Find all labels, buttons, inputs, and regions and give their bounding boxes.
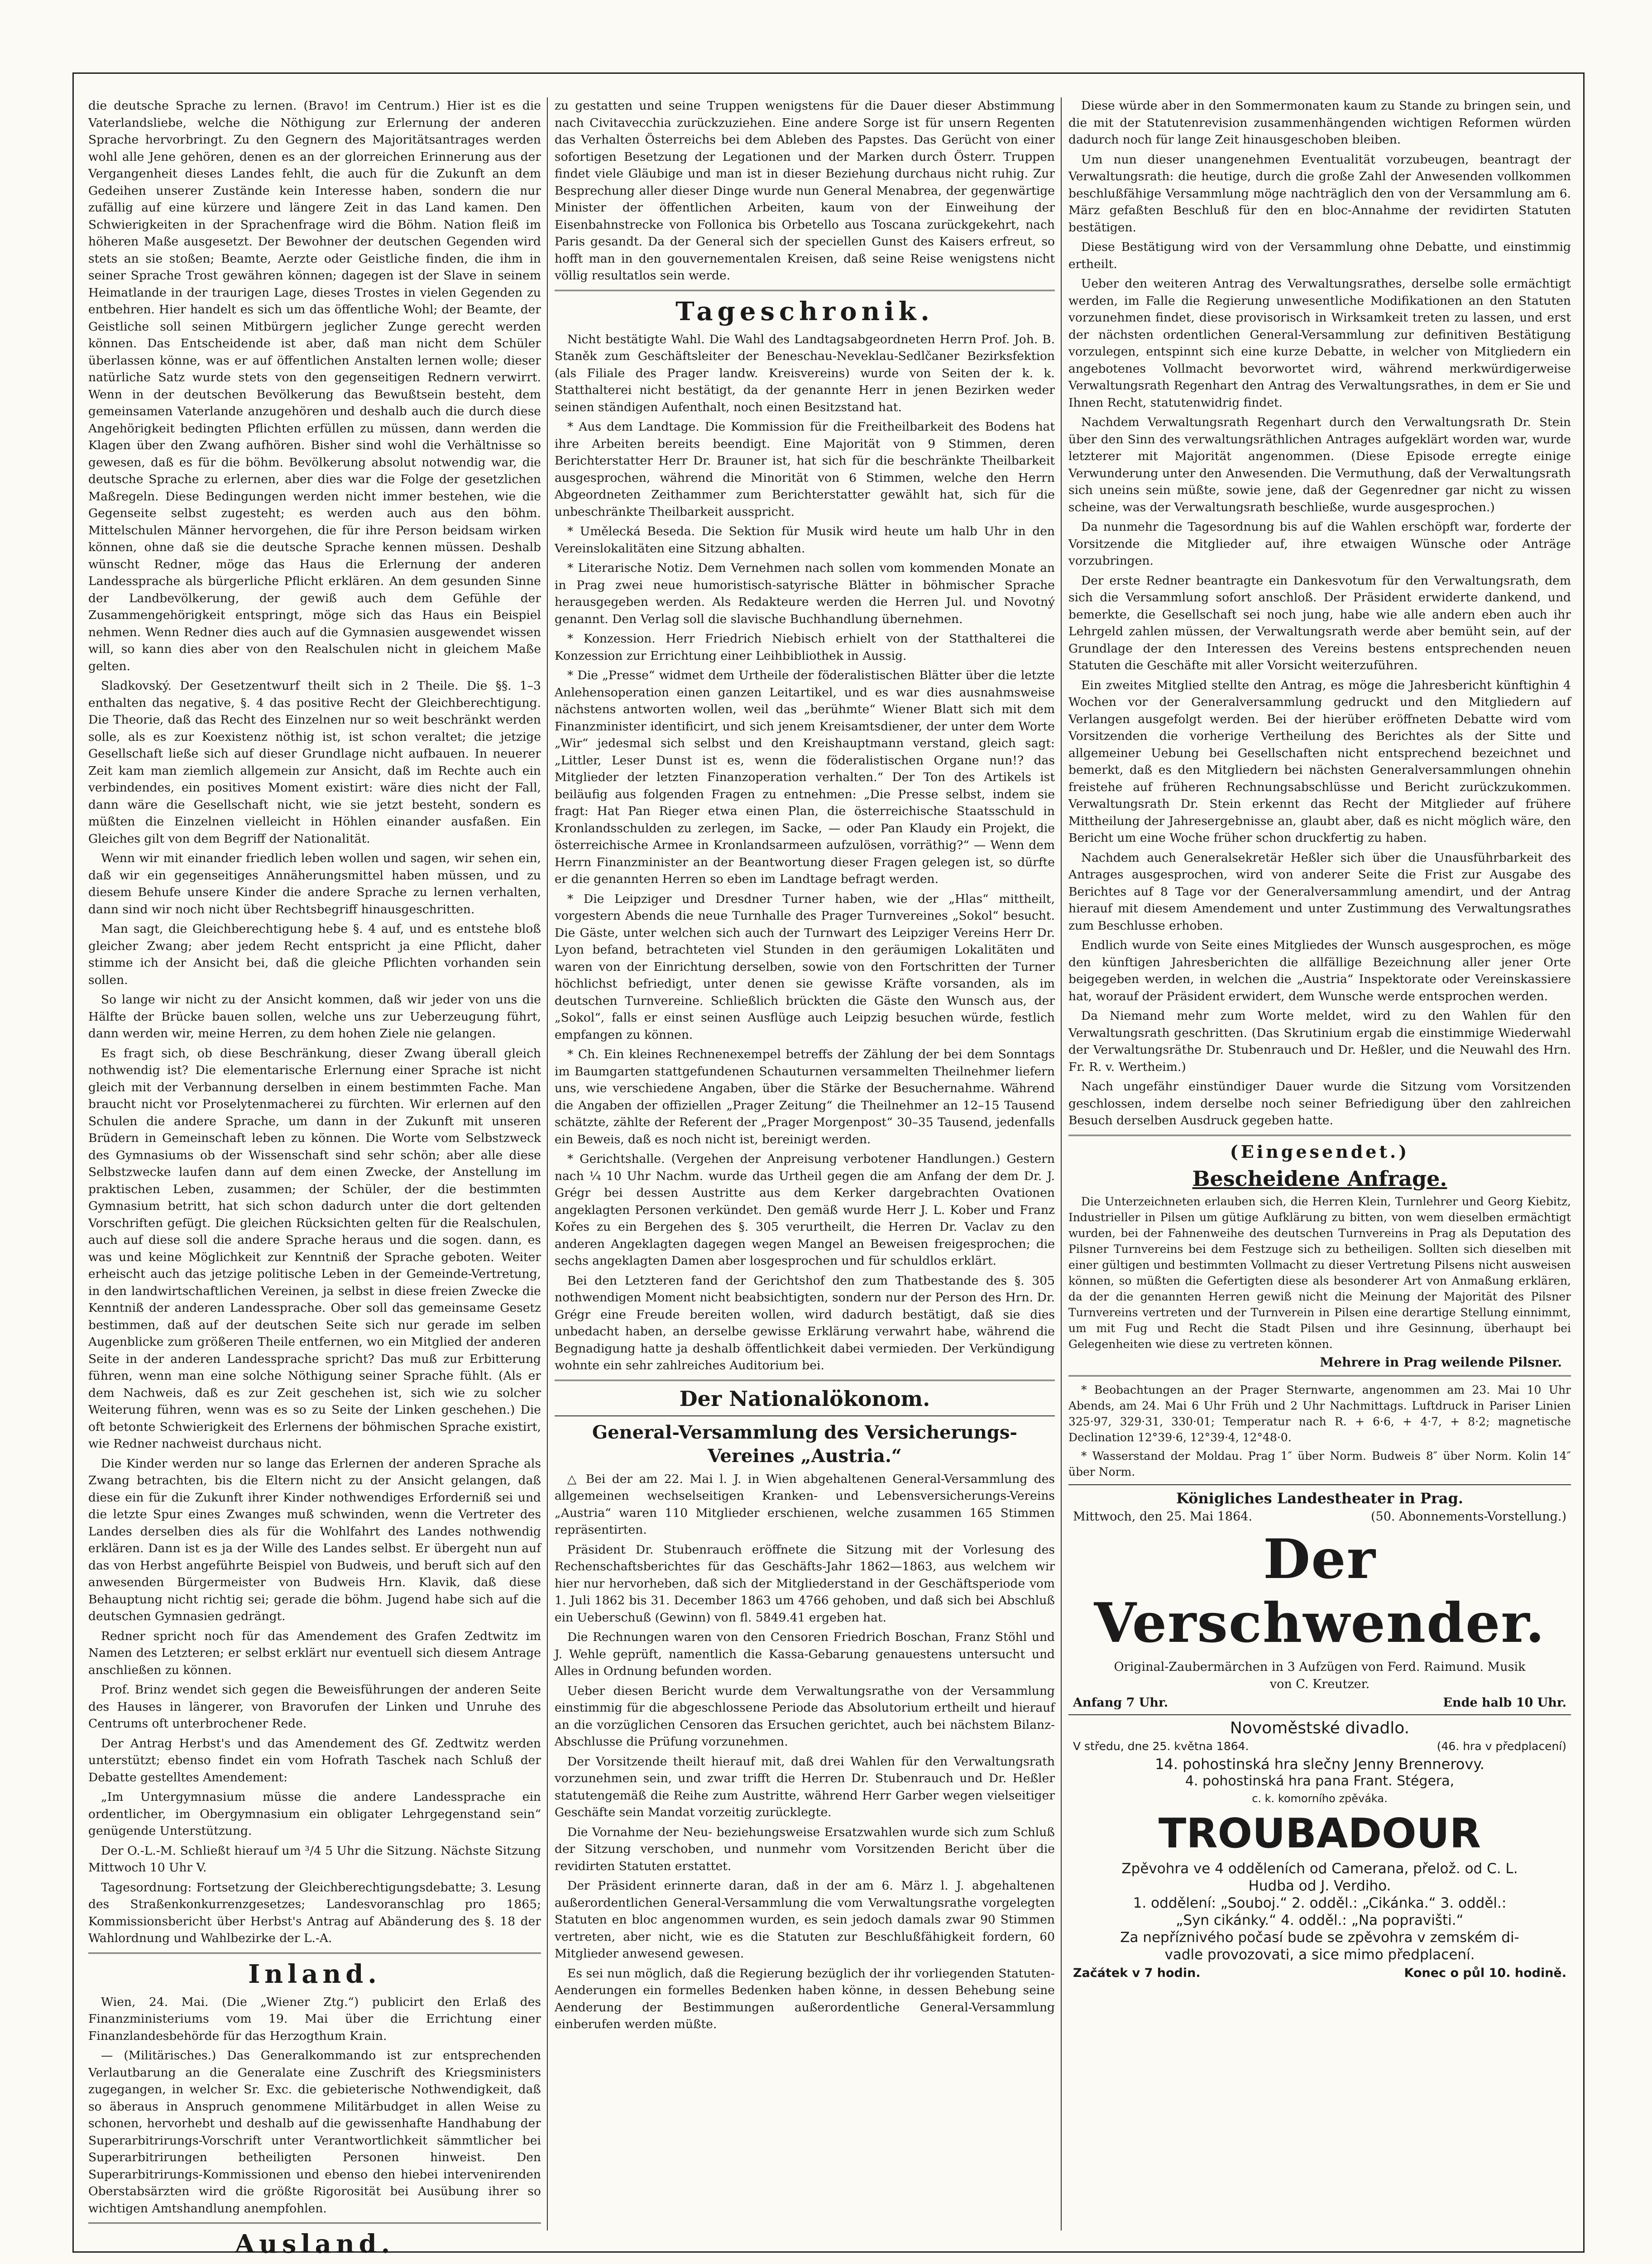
paragraph: Der Präsident erinnerte daran, daß in der am 6. März l. J. abgehaltenen außerordentlichen General-Versammlung die vom Verwaltungsrathe vorgelegten Statuten en bloc angenommen wurden, es sein jedoch damals zwar 90 Stimmen vertreten, aber nicht, wie es die Statuten zur Beschlußfähigkeit fordern, 60 Mitglieder anwesend gewesen. (555, 1879, 1055, 1961)
news-item: * Konzession. Herr Friedrich Niebisch erhielt von der Statthalterei die Konzession zur Errichtung einer Leihbibliothek in Aussig. (555, 632, 1055, 663)
theater-subtitle: Original-Zaubermärchen in 3 Aufzügen von Ferd. Raimund. Musik (1114, 1660, 1526, 1674)
paragraph: Die Kinder werden nur so lange das Erlernen der anderen Sprache als Zwang betrachten, bis die Eltern nicht zu der Ansicht gelangen, daß diese ein für die Zukunft ihrer Kinder nothwendiges Erforderniß sei und die letzte Spur eines Zwanges muß schwinden, wenn die Vertreter des Landes derselben dies als für die Wohlfahrt des Landes nothwendig erklären. Dann ist es ja der Wille des Landes selbst. Er übergeht nun auf das von Herbst angeführte Beispiel von Budweis, und beruft sich auf den anwesenden Bürgermeister von Budweis Hrn. Klavik, daß diese Behauptung nicht richtig sei; gerade die böhm. Jugend habe sich auf die deutschen Gymnasien gedrängt. (88, 1456, 541, 1623)
nd-times-row (1073, 1966, 1566, 1980)
column-3 (1068, 97, 1571, 2230)
section-divider (555, 1380, 1055, 1381)
paragraph: Der O.-L.-M. Schließt hierauf um ³/4 5 Uhr die Sitzung. Nächste Sitzung Mittwoch 10 Uhr V. (88, 1843, 541, 1875)
paragraph: Diese Bestätigung wird von der Versammlung ohne Debatte, und einstimmig ertheilt. (1068, 240, 1571, 271)
column-2 (555, 97, 1055, 2230)
paragraph: Der Vorsitzende theilt hierauf mit, daß drei Wahlen für den Verwaltungsrath vorzunehmen sein, und zwar trifft die Herren Dr. Stubenrauch und Dr. Heßler statutengemäß die Reihe zum Austritte, während Herr Garber wegen vielseitiger Geschäfte sein Mandat vorzeitig zurücklegte. (555, 1754, 1055, 1819)
nd-date: V středu, dne 25. května 1864. (1073, 1739, 1249, 1753)
ausland-heading: Ausland. (235, 2229, 395, 2259)
news-item: * Die Leipziger und Dresdner Turner haben, wie der „Hlas“ mittheilt, vorgestern Abends die neue Turnhalle des Prager Turnvereines „Sokol“ besucht. Die Gäste, unter welchen sich auch der Turnwart des Leipziger Vereins Herr Dr. Lyon befand, betrachteten viel Stunden in den geräumigen Lokalitäten und waren von der Einrichtung derselben, sowie von den Fortschritten der Turner höchlichst befriedigt, unter denen sie gewisse Kräfte vorsanden, als im deutschen Turnvereine. Schließlich brückten die Gäste den Wunsch aus, der „Sokol“, falls er einst seinen Ausflüge auch Leipzig besuchen würde, festlich empfangen zu können. (555, 892, 1055, 1042)
paragraph: Endlich wurde von Seite eines Mitgliedes der Wunsch ausgesprochen, es möge den künftigen Jahresberichten die allfällige Bezeichnung aller jener Orte beigegeben werden, in welchen die „Austria“ Inspektorate oder Vereinskassiere hat, worauf der Präsident erwidert, dem Wunsche werde entsprochen werden. (1068, 938, 1571, 1003)
paragraph: Nach ungefähr einstündiger Dauer wurde die Sitzung vom Vorsitzenden geschlossen, indem derselbe noch seiner Befriedigung über den zahlreichen Besuch derselben Ausdruck gegeben hatte. (1068, 1079, 1571, 1127)
paragraph: die deutsche Sprache zu lernen. (Bravo! im Centrum.) Hier ist es die Vaterlandsliebe, welche die Nöthigung zur Erlernung der anderen Sprache hervorbringt. Zu den Gegnern des Majoritätsantrages werden wohl alle Jene gehören, denen es an der glorreichen Erinnerung aus der Vergangenheit dieses Landes fehlt, die auch für die Zukunft an dem Gedeihen unserer Zustände kein Interesse haben, sondern die nur zufällig auf eine kürzere und längere Zeit in das Land kamen. Den Schwierigkeiten in der Sprachenfrage wird die Böhm. Nation fleiß im höheren Maße ausgesetzt. Der Bewohner der deutschen Gegenden wird stets an sie stoßen; Beamte, Aerzte oder Geistliche finden, die ihm in seiner Sprache Trost gewähren können; dagegen ist der Slave in seinem Heimatlande in der traurigen Lage, dieses Trostes in vielen Gegenden zu entbehren. Hier handelt es sich um das öffentliche Wohl; der Beamte, der Geistliche soll seinen Mitbürgern jeglicher Zunge gerecht werden können. Das Entscheidende ist aber, daß man nicht dem Schüler überlassen könne, was er auf öffentlichen Anstalten lernen wolle; dieser natürliche Satz wurde stets von den gegenseitigen Rednern verwirrt. Wenn in der deutschen Bevölkerung das Bewußtsein besteht, dem gemeinsamen Vaterlande anzugehören und deshalb auch die durch diese Angehörigkeit bedingten Pflichten erfüllen zu müssen, dann werden die Klagen über den Zwang aufhören. Bisher sind wohl die Verhältnisse so gewesen, daß es für die böhm. Bevölkerung absolut notwendig war, die deutsche Sprache zu erlernen, aber dies war die Folge der gesetzlichen Maßregeln. Diese Bedingungen werden nicht immer bestehen, wie die Gegenseite selbst zugesteht; es werden auch aus den böhm. Mittelschulen Männer hervorgehen, die für ihre Person beidsam wirken können, ohne daß sie die deutsche Sprache kennen müssen. Deshalb wünscht Redner, möge das Haus die Erlernung der anderen Landessprache als bürgerliche Pflicht erklären. An dem gesunden Sinne der Landbevölkerung, der gewiß auch dem Gefühle der Zusammengehörigkeit entspringt, möge sich das Haus ein Beispiel nehmen. Wenn Redner dies auch auf die Gymnasien ausgewendet wissen will, so kann dies aber von den Realschulen nicht in gleichem Maße gelten. (88, 99, 541, 673)
nd-line-8: Za nepříznivého počasí bude se zpěvohra v zemském di- (1120, 1929, 1519, 1946)
anfrage-text: Die Unterzeichneten erlauben sich, die Herren Klein, Turnlehrer und Georg Kiebitz, Industrieller in Pilsen um gütige Aufklärung zu bitten, von wem dieselben ermächtigt wurden, bei der Fahnenweihe des deutschen Turnvereins in Prag als Deputation des Pilsner Turnvereins bei dem Festzuge sich zu betheiligen. Sollten sich dieselben mit einer gültigen und bestimmten Vollmacht zu dieser Vertretung Pilsens nicht ausweisen können, so müßten die Gefertigten diese als besonderer Art von Anmaßung erklären, da der die genannten Herren gewiß nicht die Meinung der Majorität des Pilsner Turnvereins vertreten und der Turnverein in Pilsen eine derartige Stellung einnimmt, um mit Fug und Recht die Stadt Pilsen und ihre Gesinnung, überhaupt bei Gelegenheiten wie diese zu vertreten können. (1068, 1194, 1571, 1351)
column-rule (547, 97, 548, 2230)
nd-line-9: vadle provozovati, a sice mimo předplacení. (1164, 1946, 1475, 1963)
nd-line-1: 14. pohostinská hra slečny Jenny Brennerovy. (1155, 1755, 1484, 1773)
anfrage-heading: Bescheidene Anfrage. (1192, 1166, 1447, 1191)
paragraph: Die Vornahme der Neu- beziehungsweise Ersatzwahlen wurde sich zum Schluß der Sitzung verschoben, und nunmehr vom Vorsitzenden Bericht über die revidirten Statuten erstattet. (555, 1825, 1055, 1873)
moldau-water-level: * Wasserstand der Moldau. Prag 1″ über Norm. Budweis 8″ über Norm. Kolin 14″ über Norm. (1068, 1449, 1571, 1478)
paragraph: Nachdem Verwaltungsrath Regenhart durch den Verwaltungsrath Dr. Stein über den Sinn des verwaltungsräthlichen Antrages aufgeklärt worden war, wurde letzterer mit Majorität angenommen. (Diese Episode erregte einige Verwunderung unter den Anwesenden. Die Vermuthung, daß der Verwaltungsrath sich uneins sein müßte, sowie jene, daß der Gegenredner gar nicht zu wissen scheine, was der Verwaltungsrath beschließe, wurde ausgesprochen.) (1068, 415, 1571, 514)
nd-start: Začátek v 7 hodin. (1073, 1966, 1201, 1980)
news-item: * Literarische Notiz. Dem Vernehmen nach sollen vom kommenden Monate an in Prag zwei neue humoristisch-satyrische Blätter in böhmischer Sprache herausgegeben werden. Als Redakteure werden die Herren Jul. und Novotný genannt. Den Verlag soll die slavische Buchhandlung übernehmen. (555, 561, 1055, 626)
novomestske-divadlo-announcement (1068, 1720, 1571, 1980)
paragraph: Prof. Brinz wendet sich gegen die Beweisführungen der anderen Seite des Hauses in längerer, von Bravorufen der Linken und Unruhe des Centrums oft unterbrochener Rede. (88, 1683, 541, 1731)
paragraph: Wien, 24. Mai. (Die „Wiener Ztg.“) publicirt den Erlaß des Finanzministeriums vom 19. Mai über die Errichtung einer Finanzlandesbehörde für das Herzogthum Krain. (88, 1995, 541, 2043)
paragraph: △ Bei der am 22. Mai l. J. in Wien abgehaltenen General-Versammlung des allgemeinen wechselseitigen Kranken- und Lebensversicherungs-Vereins „Austria“ waren 110 Mitglieder erschienen, welche zusammen 165 Stimmen repräsentirten. (555, 1472, 1055, 1537)
paragraph: Der Antrag Herbst's und das Amendement des Gf. Zedtwitz werden unterstützt; ebenso findet ein vom Hofrath Taschek nach Schluß der Debatte gestelltes Amendement: (88, 1736, 541, 1784)
news-item: * Umělecká Beseda. Die Sektion für Musik wird heute um halb Uhr in den Vereinslokalitäten eine Sitzung abhalten. (555, 524, 1055, 556)
paragraph: Sladkovský. Der Gesetzentwurf theilt sich in 2 Theile. Die §§. 1–3 enthalten das negative, §. 4 das positive Recht der Gleichberechtigung. Die Theorie, daß das Recht des Einzelnen nur so weit beschränkt werden solle, als es zur Koexistenz nöthig ist, ist schon veraltet; die jetzige Gesellschaft ließe sich auf dieser Grundlage nicht aufbauen. In neuerer Zeit kam man ziemlich allgemein zur Ansicht, daß im Rechte auch ein verbindendes, ein positives Moment existirt: wäre dies nicht der Fall, dann wäre die Gesellschaft nicht, wie sie jetzt besteht, sondern es müßten die Einzelnen vielleicht in Höhlen einander ausfaßen. Ein Gleiches gilt von dem Begriff der Nationalität. (88, 679, 541, 846)
eingesendet-label: (Eingesendet.) (1230, 1141, 1410, 1162)
paragraph: Redner spricht noch für das Amendement des Grafen Zedtwitz im Namen des Letzteren; er selbst erklärt nur eventuell sich diesem Antrage anschließen zu können. (88, 1629, 541, 1677)
generalversammlung-heading: General-Versammlung des Versicherungs-Vereines „Austria.“ (592, 1421, 1017, 1467)
nd-header: Novoměstské divadlo. (1230, 1718, 1410, 1737)
paragraph: Diese würde aber in den Sommermonaten kaum zu Stande zu bringen sein, und die mit der Statutenrevision zusammenhängenden wichtigen Reformen würden dadurch noch für lange Zeit hinausgeschoben bleiben. (1068, 99, 1571, 147)
divider (1068, 1484, 1571, 1485)
section-divider (88, 1952, 541, 1954)
paragraph: Da nunmehr die Tagesordnung bis auf die Wahlen erschöpft war, forderte der Vorsitzende die Mitglieder auf, ihre etwaigen Wünsche oder Anträge vorzubringen. (1068, 520, 1571, 568)
sternwarte-report: * Beobachtungen an der Prager Sternwarte, angenommen am 23. Mai 10 Uhr Abends, am 24. Mai 6 Uhr Früh und 2 Uhr Nachmittags. Luftdruck in Pariser Linien 325·97, 329·31, 330·01; Temperatur nach R. + 6·6, + 4·7, + 8·2; magnetische Declination 12°39·6, 12°39·4, 12°48·0. (1068, 1383, 1571, 1444)
theater-subtitle-2: von C. Kreutzer. (1269, 1677, 1370, 1691)
column-1 (88, 97, 541, 2259)
paragraph: Es sei nun möglich, daß die Regierung bezüglich der ihr vorliegenden Statuten-Aenderungen ein formelles Bedenken haben könne, in dessen Behebung seine Aenderung der Bestimmungen außerordentliche General-Versammlung einberufen werden müßte. (555, 1966, 1055, 2031)
paragraph: Tagesordnung: Fortsetzung der Gleichberechtigungsdebatte; 3. Lesung des Straßenkonkurrenzgesetzes; Landesvoranschlag pro 1865; Kommissionsbericht über Herbst's Antrag auf Abänderung des §. 18 der Wahlordnung und Wahlbezirke der L.-A. (88, 1880, 541, 1945)
paragraph: Ein zweites Mitglied stellte den Antrag, es möge die Jahresbericht künftighin 4 Wochen vor der Generalversammlung gedruckt und den Mitgliedern auf Verlangen ausgefolgt werden. Bei der hierüber eröffneten Debatte wird vom Vorsitzenden die vorherige Vertheilung des Berichtes als der Sitte und allgemeiner Uebung bei Gesellschaften nicht entsprechend bezeichnet und bemerkt, daß es den Mitgliedern bei nächsten Generalversammlungen ohnehin freistehe auf früheren Rechnungsabschlüsse und Bericht zurückzukommen. Verwaltungsrath Dr. Stein erkennt das Recht der Mitglieder auf frühere Mittheilung der Jahresergebnisse an, glaubt aber, daß es nicht möglich wäre, den Bericht um eine Woche früher schon druckfertig zu haben. (1068, 678, 1571, 845)
paragraph: Ueber diesen Bericht wurde dem Verwaltungsrathe von der Versammlung einstimmig für die abgeschlossene Periode das Absolutorium ertheilt und hierauf an die vorzüglichen Censoren das Ersuchen gerichtet, auch bei nächstem Bilanz-Abschlusse die Prüfung vorzunehmen. (555, 1684, 1055, 1749)
paragraph: Präsident Dr. Stubenrauch eröffnete die Sitzung mit der Vorlesung des Rechenschaftsberichtes für das Geschäfts-Jahr 1862—1863, aus welchem wir hier nur hervorheben, daß sich der Mitgliederstand in der Geschäftsperiode vom 1. Juli 1862 bis 31. December 1863 um 4766 gehoben, und daß sich bei Abschluß ein Ueberschuß (Gewinn) von fl. 5849.41 ergeben hat. (555, 1542, 1055, 1625)
column-rule (1061, 97, 1062, 2230)
paragraph: Ueber den weiteren Antrag des Verwaltungsrathes, derselbe solle ermächtigt werden, im Falle die Regierung unwesentliche Modifikationen an den Statuten vorzunehmen findet, diese provisorisch in Wirksamkeit treten zu lassen, und erst der nächsten ordentlichen General-Versammlung zur definitiven Bestätigung vorzulegen, entspinnt sich eine kurze Debatte, in welcher von Mitgliedern ein angebotenes Vollmacht bevorwortet wird, während merkwürdigerweise Verwaltungsrath Regenhart den Antrag des Verwaltungsrathes, in dem er Sie und Ihnen Recht, statutenwidrig findet. (1068, 277, 1571, 410)
paragraph: Der erste Redner beantragte ein Dankesvotum für den Verwaltungsrath, dem sich die Versammlung sofort anschloß. Der Präsident erwiderte dankend, und bemerkte, die Gesellschaft sei noch jung, habe wie alle andern eben auch ihr Lehrgeld zahlen müssen, der Verwaltungsrath werde aber bemüht sein, auf der Grundlage der den Interessen des Vereins bestens entsprechenden neuen Statuten die Geschäfte mit aller Vorsicht weiterzuführen. (1068, 573, 1571, 672)
landtag-report (88, 97, 541, 1947)
paragraph: zu gestatten und seine Truppen wenigstens für die Dauer dieser Abstimmung nach Civitavecchia zurückzuziehen. Eine andere Sorge ist für unsern Regenten das Verhalten Österreichs bei dem Ableben des Papstes. Das Gerücht von einer sofortigen Besetzung der Legationen und der Marken durch Österr. Truppen findet viele Gläubige und man ist in dieser Beziehung durchaus nicht ruhig. Zur Besprechung aller dieser Dinge wurde nun General Menabrea, der gegenwärtige Minister der öffentlichen Arbeiten, kaum von der Einweihung der Eisenbahnstrecke von Follonica bis Orbetello aus Toscana zurückgekehrt, nach Paris gesandt. Da der General sich der speciellen Gunst des Kaisers erfreut, so hofft man in den gouvernementalen Kreisen, daß seine Reise wenigstens nicht völlig resultatlos sein werde. (555, 99, 1055, 283)
section-divider (555, 290, 1055, 291)
theater-end: Ende halb 10 Uhr. (1443, 1695, 1566, 1710)
nd-line-4: Zpěvohra ve 4 odděleních od Camerana, přelož. od C. L. (1121, 1860, 1518, 1877)
paragraph: Die Rechnungen waren von den Censoren Friedrich Boschan, Franz Stöhl und J. Wehle geprüft, namentlich die Kassa-Gebarung genauestens untersucht und Alles in Ordnung befunden worden. (555, 1630, 1055, 1678)
news-item: * Aus dem Landtage. Die Kommission für die Freitheilbarkeit des Bodens hat ihre Arbeiten bereits beendigt. Eine Majorität von 9 Stimmen, deren Berichterstatter Herr Dr. Brauner ist, hat sich für die beschränkte Theilbarkeit ausgesprochen, während die Minorität von 6 Stimmen, welche den Herrn Abgeordneten Zeithammer zum Berichterstatter gewählt hat, sich für die unbeschränkte Theilbarkeit ausspricht. (555, 420, 1055, 519)
tageschronik-heading: Tageschronik. (675, 296, 934, 326)
nationaloekonom-heading: Der Nationalökonom. (679, 1386, 930, 1411)
theater-announcement (1068, 1490, 1571, 1710)
paragraph: Da Niemand mehr zum Worte meldet, wird zu den Wahlen für den Verwaltungsrath geschritten. (Das Skrutinium ergab die einstimmige Wiederwahl der Verwaltungsräthe Dr. Stubenrauch und Dr. Heßler, und die Neuwahl des Hrn. Fr. R. v. Wertheim.) (1068, 1009, 1571, 1074)
theater-abonnement: (50. Abonnements-Vorstellung.) (1371, 1509, 1566, 1524)
news-item: Nicht bestätigte Wahl. Die Wahl des Landtagsabgeordneten Herrn Prof. Joh. B. Staněk zum Geschäftsleiter der Beneschau-Neveklau-Sedlčaner Bezirksfektion (als Filiale des Prager landw. Kreisvereins) wurde von Seiten der k. k. Statthalterei nicht bestätigt, da der genannte Herr in jenen Bezirken weder seinen ständigen Aufenthalt, noch einen Besitzstand hat. (555, 332, 1055, 414)
divider (1068, 1714, 1571, 1715)
news-item: * Ch. Ein kleines Rechnenexempel betreffs der Zählung der bei dem Sonntags im Baumgarten stattgefundenen Schauturnen versammelten Theilnehmer liefern uns, wie verschiedene Angaben, über die Stärke der Besuchernahme. Während die Angaben der offiziellen „Prager Zeitung“ die Theilnehmer an 12–15 Tausend schätzte, zählte der Referent der „Prager Morgenpost“ 30–35 Tausend, jedenfalls ein Beweis, daß es noch nicht ist, bereinigt werden. (555, 1047, 1055, 1146)
nd-line-2: 4. pohostinská hra pana Frant. Stégera, (1185, 1773, 1455, 1789)
nd-line-7: „Syn cikánky.“ 4. odděl.: „Na popravišti.“ (1176, 1912, 1464, 1928)
paragraph: Wenn wir mit einander friedlich leben wollen und sagen, wir sehen ein, daß wir ein gegenseitiges Annäherungsmittel haben müssen, und zu diesem Behufe unsere Kinder die andere Sprache zu lernen verhalten, dann sind wir noch nicht über Rechtsbegriff hinausgeschritten. (88, 851, 541, 916)
paragraph: — (Militärisches.) Das Generalkommando ist zur entsprechenden Verlautbarung an die Generalate eine Zuschrift des Kriegsministers zugegangen, in welcher Sr. Exc. die gebieterische Nothwendigkeit, daß so äberaus in Anspruch genommene Militärbudget in allen Weise zu schonen, hervorhebt und deshalb auf die gewissenhafte Handhabung der Superarbitrirungs-Vorschrift unter Verantwortlichkeit sämmtlicher bei Superarbitrirungen betheiligten Personen hinweist. Den Superarbitrirungs-Kommissionen und ebenso den hiebei intervenirenden Oberstabsärzten wird die größte Rigorosität bei Ausübung ihrer so wichtigen Amtshandlung anempfohlen. (88, 2048, 541, 2216)
paragraph: Nachdem auch Generalsekretär Heßler sich über die Unausführbarkeit des Antrages ausgesprochen, wird von anderer Seite die Frist zur Ausgabe des Berichtes auf 8 Tage vor der Generalversammlung amendirt, und der Antrag hierauf mit diesem Amendement und unter Zustimmung des Verwaltungsrathes zum Beschlusse erhoben. (1068, 850, 1571, 933)
theater-header: Königliches Landestheater in Prag. (1176, 1489, 1464, 1507)
nd-opera-title: TROUBADOUR (1158, 1809, 1481, 1857)
paragraph: „Im Untergymnasium müsse die andere Landessprache ein ordentlicher, im Obergymnasium ein obligater Lehrgegenstand sein“ genügende Unterstützung. (88, 1790, 541, 1838)
news-item: Bei den Letzteren fand der Gerichtshof den zum Thatbestande des §. 305 nothwendigen Moment nicht beabsichtigten, sondern nur der Person des Hrn. Dr. Grégr eine Freude bereiten wollen, wird dadurch bestätigt, daß sie dies unbedacht haben, an derselbe gewisse Erklärung verwahrt habe, während die Begnadigung hatte ja deshalb öffentlichkeit dabei vermieden. Der Verkündigung wohnte ein sehr zahlreiches Auditorium bei. (555, 1273, 1055, 1372)
theater-start: Anfang 7 Uhr. (1073, 1695, 1168, 1710)
paragraph: So lange wir nicht zu der Ansicht kommen, daß wir jeder von uns die Hälfte der Brücke bauen sollen, welche uns zur Ueberzeugung führt, dann werden wir, meine Herren, zu dem hohen Ziele nie gelangen. (88, 993, 541, 1041)
theater-date: Mittwoch, den 25. Mai 1864. (1073, 1509, 1253, 1524)
nd-line-6: 1. oddělení: „Souboj.“ 2. odděl.: „Cikánka.“ 3. odděl.: (1133, 1895, 1507, 1911)
nd-date-row (1073, 1740, 1566, 1753)
nd-line-3: c. k. komorního zpěváka. (1252, 1792, 1388, 1805)
nd-line-5: Hudba od J. Verdiho. (1248, 1877, 1391, 1894)
divider (555, 1415, 1055, 1416)
theater-date-row (1073, 1510, 1566, 1524)
inland-heading: Inland. (248, 1959, 381, 1989)
theater-play-title: Der Verschwender. (1094, 1527, 1546, 1655)
anfrage-signature: Mehrere in Prag weilende Pilsner. (1320, 1354, 1562, 1370)
news-item: * Die „Presse“ widmet dem Urtheile der föderalistischen Blätter über die letzte Anlehensoperation einen ganzen Leitartikel, und es war dies ausnahmsweise nächstens antworten wollen, weil das „berühmte“ Wiener Blatt sich mit dem Finanzminister identificirt, und sich jenem Kreisamtsdiener, der unter dem Worte „Wir“ jedesmal sich selbst und den Kreishauptmann verstand, gleich sagt: „Littler, Leser Dunst ist es, wenn die föderalistischen Organe nun!? das Mitglieder der letzten Finanzoperation verhalten.“ Der Ton des Artikels ist beiläufig aus folgenden Fragen zu entnehmen: „Die Presse selbst, indem sie fragt: Hat Pan Rieger etwa einen Plan, die österreichische Staatsschuld in Kronlandsschulden zu zerlegen, im Sacke, — oder Pan Klaudy ein Projekt, die österreichische Armee in Kronlandsarmeen aufzulösen, vorräthig?“ — Wenn dem Herrn Finanzminister an der Beantwortung dieser Fragen gelegen ist, so dürfte er die genannten Herren so eben im Landtage befragt werden. (555, 668, 1055, 886)
section-divider (88, 2222, 541, 2224)
paragraph: Es fragt sich, ob diese Beschränkung, dieser Zwang überall gleich nothwendig ist? Die elementarische Erlernung einer Sprache ist nicht gleich mit der Verbannung derselben in einem bestimmten Fache. Man braucht nicht vor Proselytenmacherei zu fürchten. Wir erlernen auf den Schulen die andere Sprache, um dann in der Zukunft mit unseren Brüdern in Gemeinschaft leben zu können. Die Worte vom Selbstzweck des Gymnasiums ob der Wissenschaft sind sehr schön; aber alle diese Selbstzwecke laufen dann auf dem einen Zwecke, der Anstellung im praktischen Leben, zusammen; der Schüler, der die bestimmten Gymnasium betritt, hat sich schon dadurch unter die dort geltenden Vorschriften gefügt. Die gleichen Rücksichten gelten für die Realschulen, auch auf diese soll die andere Sprache heraus und die sogen. dann, es was und keine Möglichkeit zur Kenntniß der Sprache geboten. Weiter erheischt auch das jetzige politische Leben in der Gemeinde-Vertretung, in den landwirtschaftlichen Vereinen, ja selbst in diese freien Zwecke die Kenntniß der anderen Landessprache. Ober soll das gemeinsame Gesetz bestimmen, daß auf der deutschen Seite sich nur gerade im selben Augenblicke zum größeren Theile entfernen, wo ein Mitglied der anderen Seite in der anderen Landessprache spricht? Das muß zur Erbitterung führen, wenn man eine solche Nöthigung seiner Sprache fühlt. (Als er dem Nachweis, daß es zur Zeit geschehen ist, sich wie zu solcher Weiterung führen, wenn was es so zu Seite der Linken geschehen.) Die oft betonte Schwierigkeit des Erlernens der böhmischen Sprache existirt, wie Redner nachweist durchaus nicht. (88, 1046, 541, 1451)
paragraph: Um nun dieser unangenehmen Eventualität vorzubeugen, beantragt der Verwaltungsrath: die heutige, durch die große Zahl der Anwesenden vollkommen beschlußfähige Versammlung möge nachträglich den von der Versammlung am 6. März gefaßten Beschluß für den en bloc-Annahme der revidirten Statuten bestätigen. (1068, 152, 1571, 235)
nd-abonnement: (46. hra v předplacení) (1437, 1739, 1566, 1753)
paragraph: Man sagt, die Gleichberechtigung hebe §. 4 auf, und es entstehe bloß gleicher Zwang; aber jedem Recht entspricht ja eine Pflicht, daher stimme ich der Ansicht bei, daß die gleiche Pflichten vorhanden sein sollen. (88, 922, 541, 987)
section-divider (1068, 1375, 1571, 1377)
news-item: * Gerichtshalle. (Vergehen der Anpreisung verbotener Handlungen.) Gestern nach ¼ 10 Uhr Nachm. wurde das Urtheil gegen die am Anfang der dem Dr. J. Grégr bei dessen Austritte aus dem Kerker dargebrachten Ovationen angeklagten Personen verkündet. Den gemäß wurde Herr J. L. Kober und Franz Kořes zu ein Bergehen des §. 305 verurtheilt, die Herren Dr. Vaclav zu den anderen Angeklagten dagegen wegen Mangel an Beweisen freigesprochen; die sechs angeklagten Damen aber losgesprochen und für schuldlos erklärt. (555, 1152, 1055, 1268)
section-divider (1068, 1135, 1571, 1136)
nd-end: Konec o půl 10. hodině. (1404, 1966, 1566, 1980)
theater-times-row (1073, 1696, 1566, 1710)
